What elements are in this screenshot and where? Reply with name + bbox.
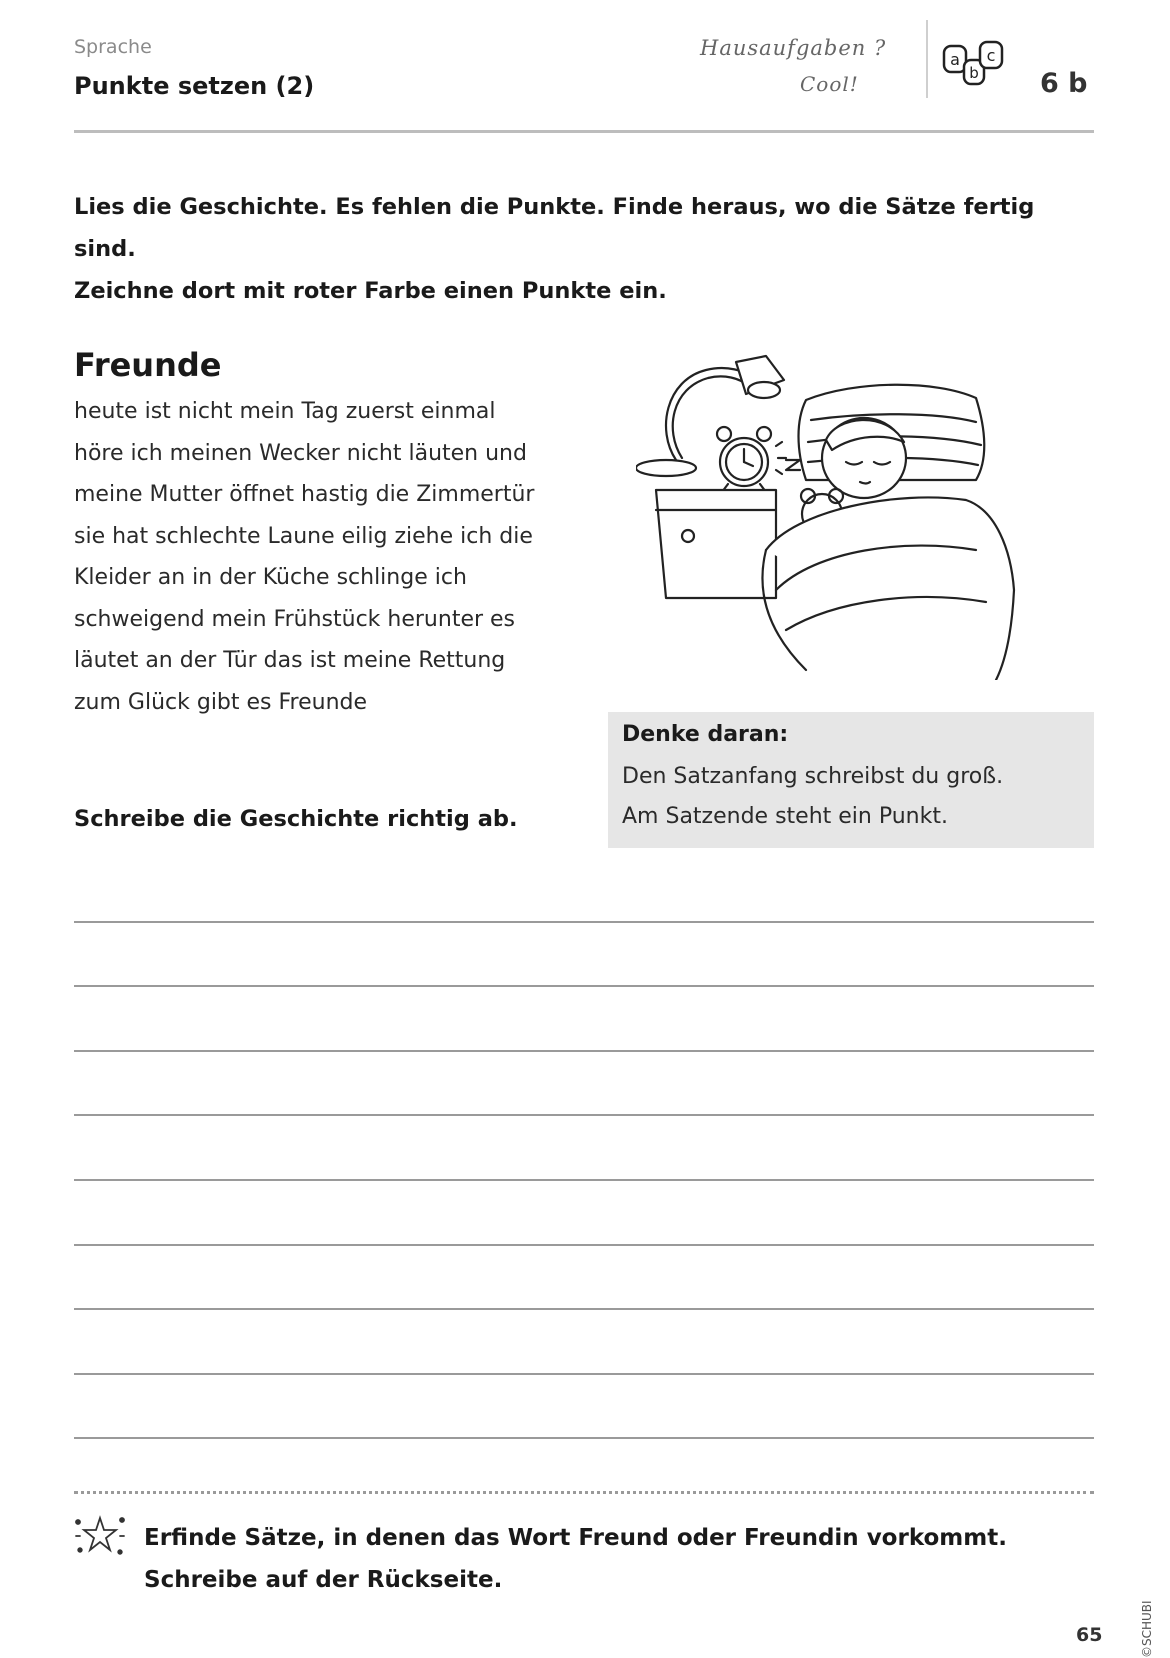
homework-slogan-line1: Hausaufgaben ? bbox=[700, 36, 887, 60]
copyright-text: ©SCHUBI bbox=[1140, 1600, 1154, 1658]
reminder-title: Denke daran: bbox=[622, 722, 789, 747]
writing-line[interactable] bbox=[74, 921, 1094, 923]
page-number: 65 bbox=[1076, 1624, 1103, 1646]
worksheet-code: 6 b bbox=[1040, 68, 1088, 99]
writing-line[interactable] bbox=[74, 1373, 1094, 1375]
instruction-line: Zeichne dort mit roter Farbe einen Punkte ein. bbox=[74, 278, 667, 304]
reminder-line: Am Satzende steht ein Punkt. bbox=[622, 804, 948, 829]
writing-line[interactable] bbox=[74, 1437, 1094, 1439]
writing-line[interactable] bbox=[74, 1114, 1094, 1116]
instruction bbox=[74, 186, 1094, 312]
writing-line[interactable] bbox=[74, 1050, 1094, 1052]
story-line: zum Glück gibt es Freunde bbox=[74, 689, 368, 715]
story-line: sie hat schlechte Laune eilig ziehe ich die bbox=[74, 523, 533, 549]
header-rule bbox=[74, 130, 1094, 133]
dotted-divider bbox=[74, 1491, 1094, 1494]
story-line: höre ich meinen Wecker nicht läuten und bbox=[74, 440, 527, 466]
svg-text:a: a bbox=[950, 50, 960, 69]
story-line: läutet an der Tür das ist meine Rettung bbox=[74, 648, 506, 673]
subject-label: Sprache bbox=[74, 36, 152, 58]
abc-logo-icon bbox=[940, 38, 1010, 90]
writing-line[interactable] bbox=[74, 1308, 1094, 1310]
writing-line[interactable] bbox=[74, 1179, 1094, 1181]
sleeping-child-illustration bbox=[636, 350, 1016, 680]
story-title: Freunde bbox=[74, 346, 222, 384]
svg-text:b: b bbox=[969, 64, 979, 82]
task-instruction: Schreibe die Geschichte richtig ab. bbox=[74, 806, 518, 832]
bonus-line: Schreibe auf der Rückseite. bbox=[144, 1567, 503, 1593]
instruction-line: Lies die Geschichte. Es fehlen die Punkte. Finde heraus, wo die Sätze fertig sind. bbox=[74, 194, 1035, 262]
header-divider bbox=[926, 20, 928, 98]
homework-slogan-line2: Cool! bbox=[800, 72, 859, 96]
story-line: Kleider an in der Küche schlinge ich bbox=[74, 565, 467, 590]
writing-line[interactable] bbox=[74, 985, 1094, 987]
bonus-task bbox=[144, 1517, 1007, 1601]
copyright-wrap bbox=[1140, 1578, 1156, 1658]
star-icon bbox=[72, 1510, 128, 1558]
writing-line[interactable] bbox=[74, 1244, 1094, 1246]
story-line: heute ist nicht mein Tag zuerst einmal bbox=[74, 399, 496, 424]
story-line: meine Mutter öffnet hastig die Zimmertür bbox=[74, 482, 535, 507]
reminder-line: Den Satzanfang schreibst du groß. bbox=[622, 764, 1004, 789]
svg-text:c: c bbox=[986, 46, 996, 65]
story-text bbox=[74, 391, 594, 723]
story-line: schweigend mein Frühstück herunter es bbox=[74, 606, 516, 632]
page-title: Punkte setzen (2) bbox=[74, 72, 315, 100]
bonus-line: Erfinde Sätze, in denen das Wort Freund oder Freundin vorkommt. bbox=[144, 1525, 1007, 1551]
